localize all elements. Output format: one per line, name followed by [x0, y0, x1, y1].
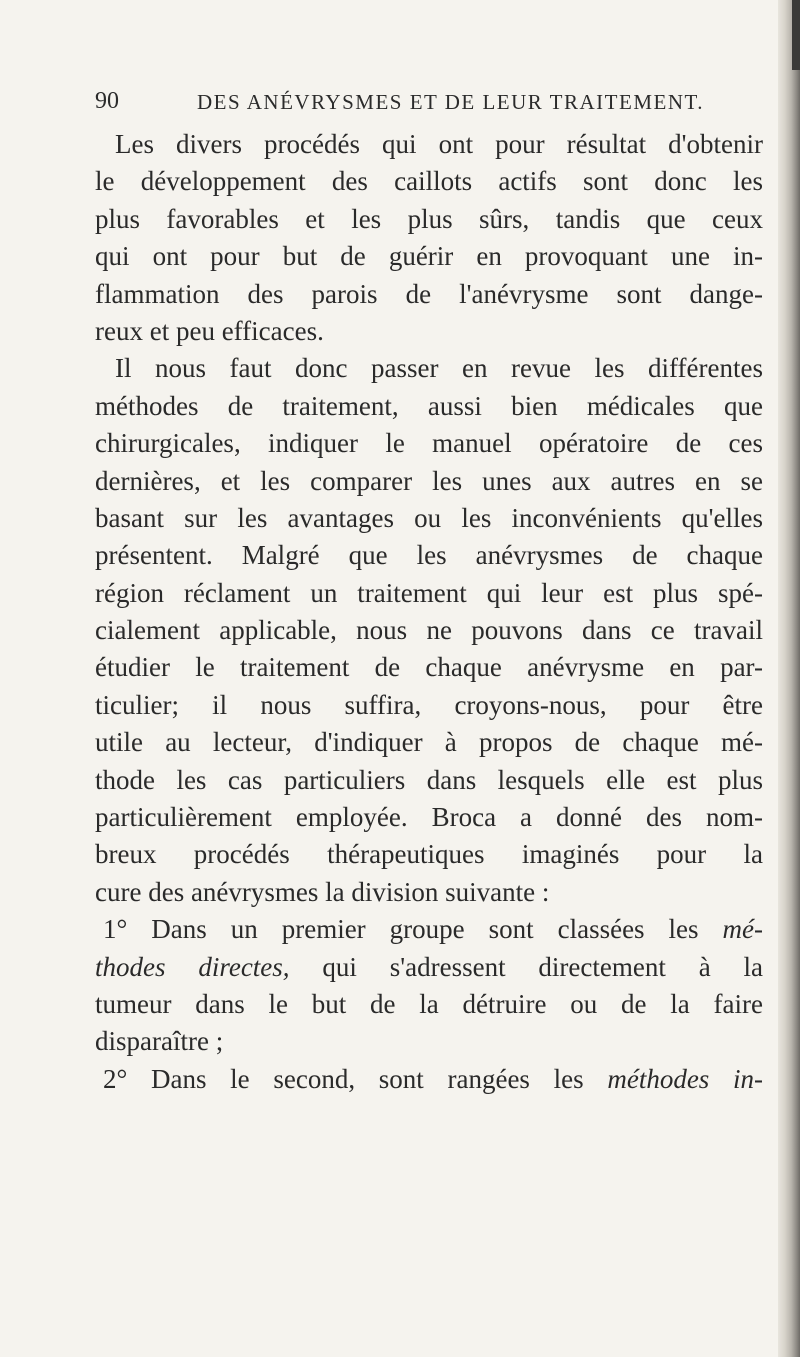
text-line: breux procédés thérapeutiques imaginés pour la: [95, 839, 763, 870]
text-line: Les divers procédés qui ont pour résultat d'obtenir: [115, 129, 763, 159]
page-edge-dark: [792, 0, 800, 70]
item1-italic-cont: thodes directes,: [95, 951, 290, 982]
item2-italic: méthodes in-: [607, 1063, 764, 1094]
text-line: flammation des parois de l'anévrysme sont dange-: [95, 278, 763, 309]
text-line: cure des anévrysmes la division suivante :: [95, 876, 550, 907]
running-head: DES ANÉVRYSMES ET DE LEUR TRAITEMENT.: [197, 90, 705, 114]
text-line: cialement applicable, nous ne pouvons dans ce travail: [95, 615, 763, 646]
text-line: [95, 949, 763, 986]
page-header: [95, 88, 760, 118]
page-number: 90: [95, 88, 119, 114]
text-line: région réclament un traitement qui leur est plus spé-: [95, 577, 763, 608]
text-line: chirurgicales, indiquer le manuel opératoire de ces: [95, 428, 763, 459]
item1-rest: qui s'adressent directement à la: [322, 951, 764, 982]
text-line: ticulier; il nous suffira, croyons-nous, pour être: [95, 689, 763, 720]
text-line: le développement des caillots actifs sont donc les: [95, 166, 763, 197]
text-line: [95, 1061, 763, 1098]
page-edge-shadow: [778, 0, 800, 1357]
item1-prefix: 1° Dans un premier groupe sont classées les: [103, 914, 699, 945]
text-line: disparaître ;: [95, 1026, 224, 1057]
text-line: plus favorables et les plus sûrs, tandis que ceux: [95, 203, 763, 234]
text-line: dernières, et les comparer les unes aux autres en se: [95, 465, 763, 496]
text-line: présentent. Malgré que les anévrysmes de chaque: [95, 540, 763, 571]
text-line: reux et peu efficaces.: [95, 315, 324, 346]
text-line: [95, 911, 763, 948]
text-line: qui ont pour but de guérir en provoquant une in-: [95, 241, 763, 272]
text-line: méthodes de traitement, aussi bien médicales que: [95, 390, 763, 421]
text-line: utile au lecteur, d'indiquer à propos de chaque mé-: [95, 727, 763, 758]
text-line: particulièrement employée. Broca a donné des nom-: [95, 802, 763, 833]
item2-prefix: 2° Dans le second, sont rangées les: [103, 1063, 584, 1094]
item1-italic-start: mé-: [722, 914, 763, 945]
text-line: Il nous faut donc passer en revue les différentes: [115, 353, 763, 384]
text-line: thode les cas particuliers dans lesquels elle est plus: [95, 764, 763, 795]
text-line: tumeur dans le but de la détruire ou de la faire: [95, 988, 763, 1019]
text-line: étudier le traitement de chaque anévrysme en par-: [95, 652, 763, 683]
text-line: basant sur les avantages ou les inconvénients qu'elles: [95, 502, 763, 533]
body-text: [95, 126, 763, 1098]
